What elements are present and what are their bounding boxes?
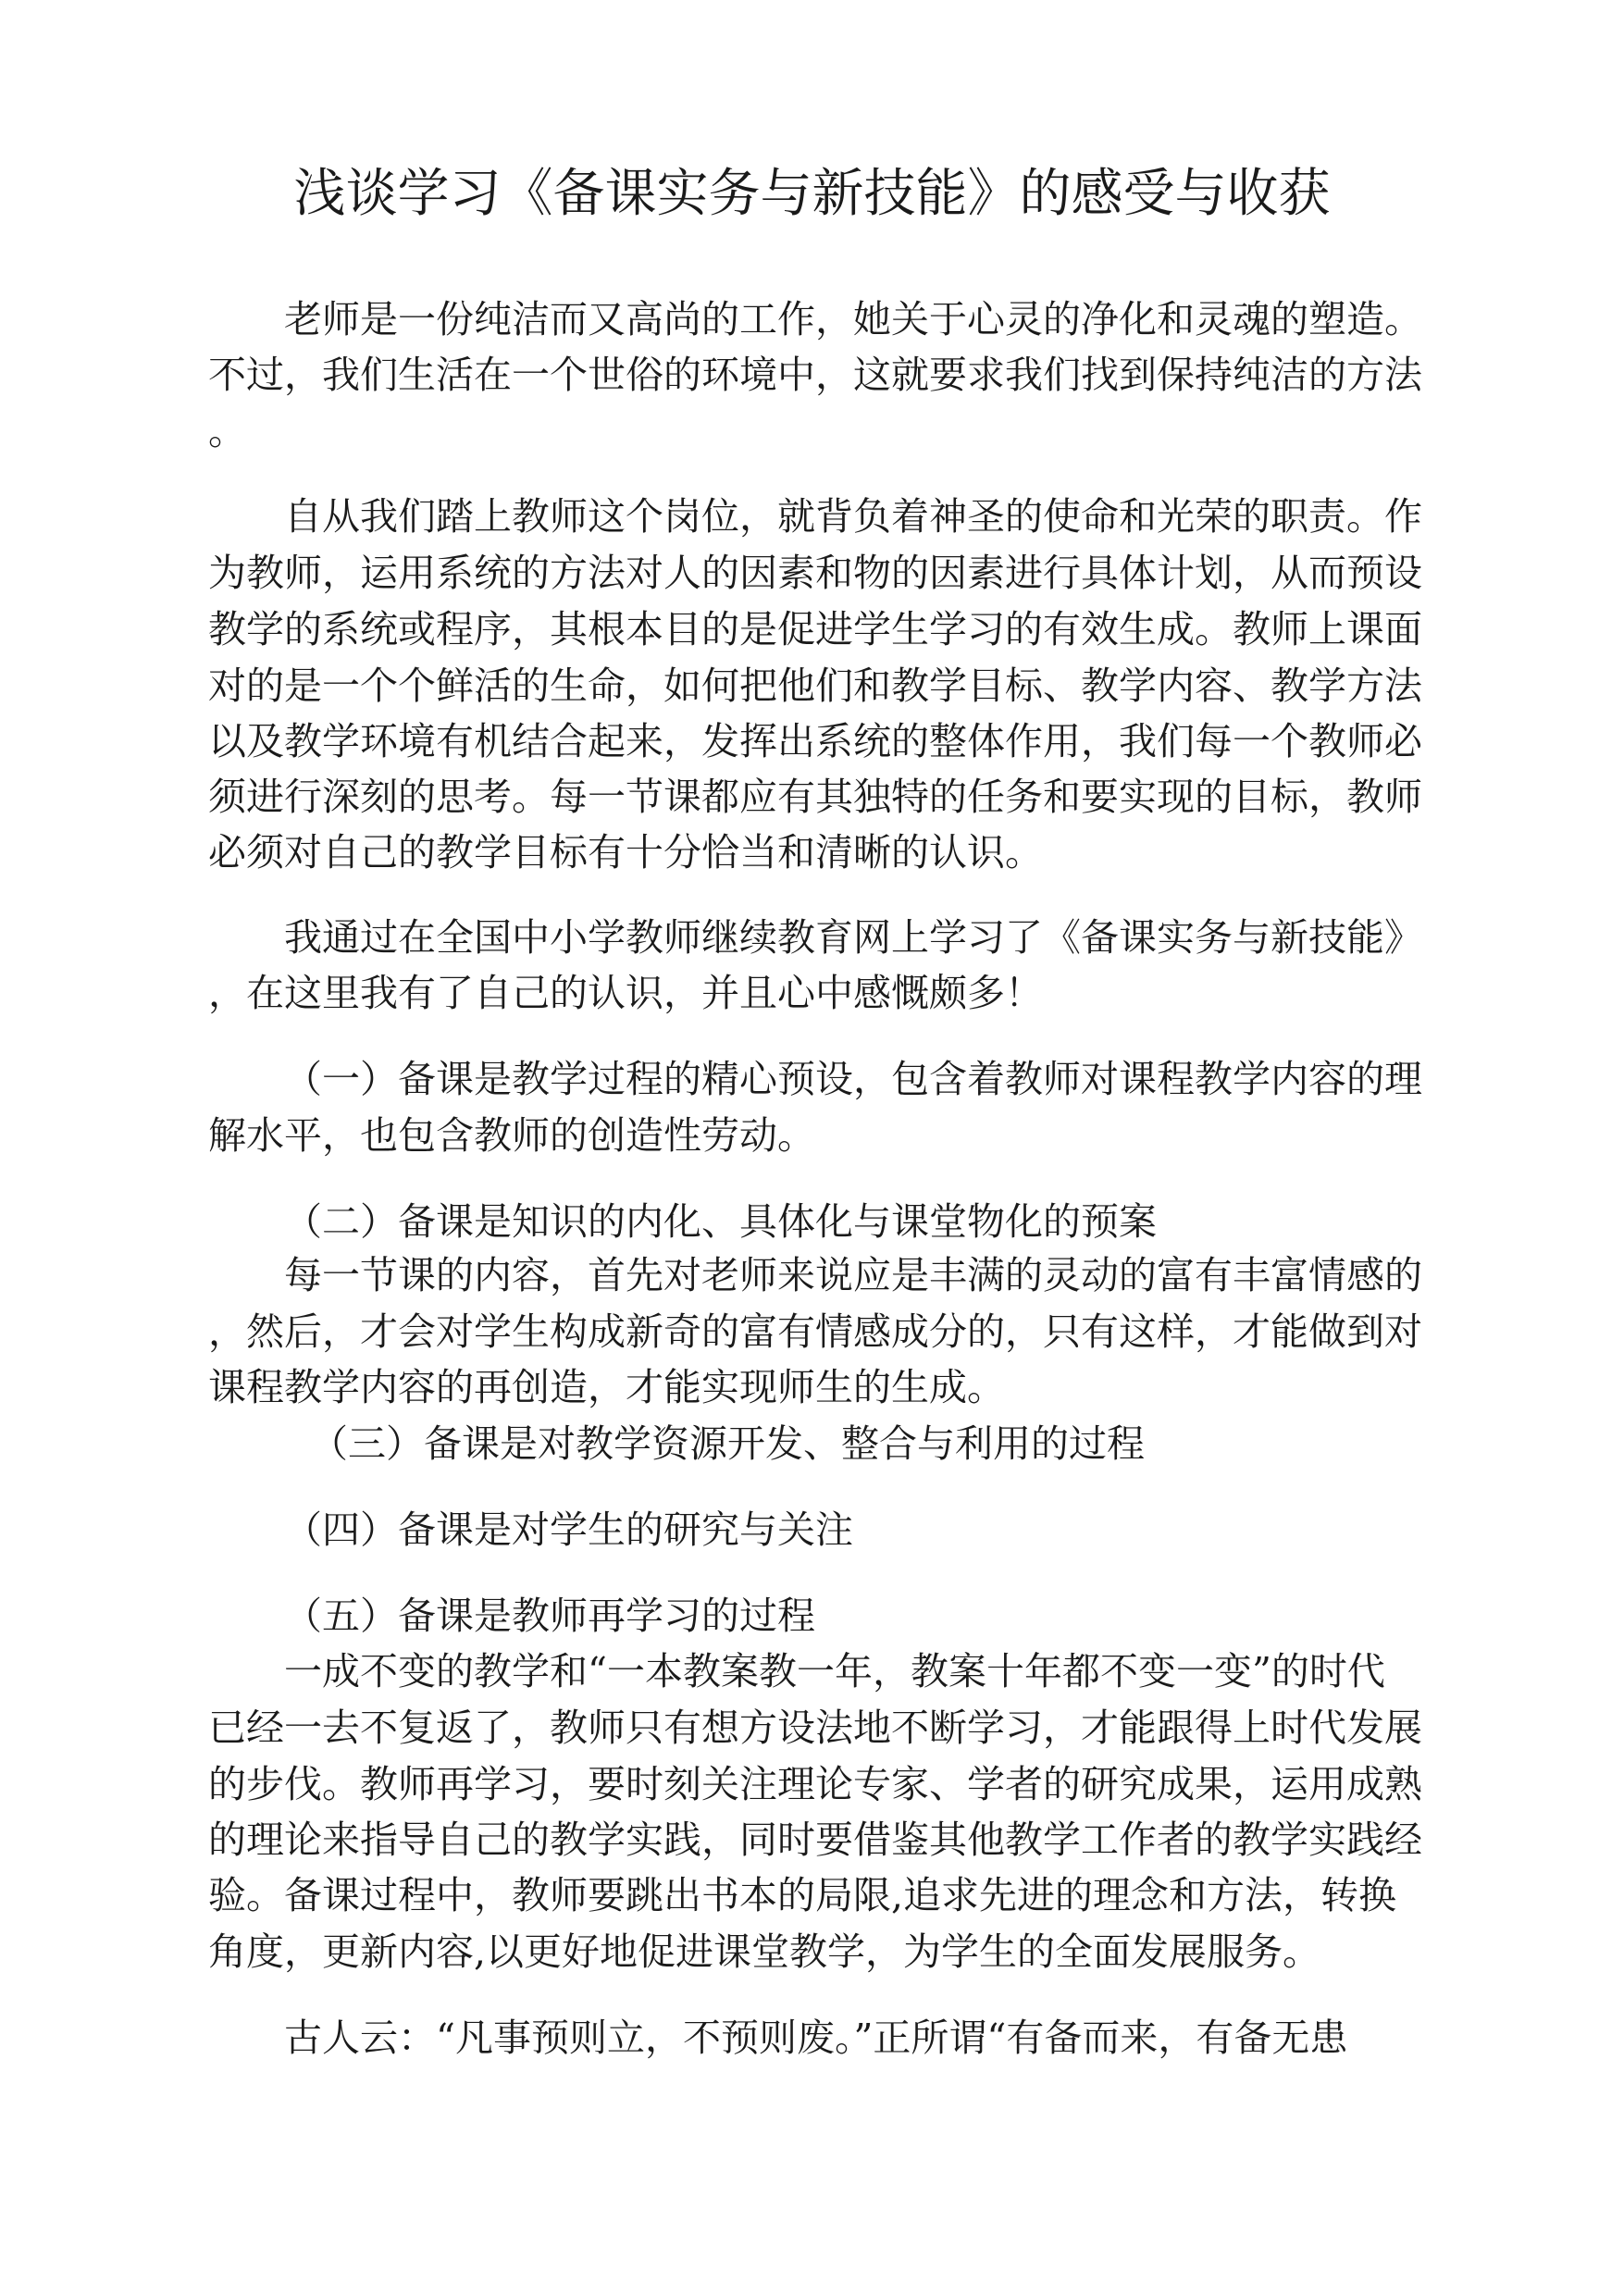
paragraph-line: 每一节课的内容，首先对老师来说应是丰满的灵动的富有丰富情感的 [284,1253,1422,1297]
paragraph-line: 必须对自己的教学目标有十分恰当和清晰的认识。 [208,830,1043,875]
section-heading: （四）备课是对学生的研究与关注 [284,1507,853,1552]
paragraph-line: ，在这里我有了自己的认识，并且心中感慨颇多！ [208,971,1043,1015]
paragraph-line: 的理论来指导自己的教学实践，同时要借鉴其他教学工作者的教学实践经 [208,1817,1422,1862]
paragraph-line: 课程教学内容的再创造，才能实现师生的生成。 [208,1365,1005,1409]
section-heading: （三）备课是对教学资源开发、整合与利用的过程 [310,1421,1145,1466]
paragraph-line: 的步伐。教师再学习，要时刻关注理论专家、学者的研究成果，运用成熟 [208,1762,1422,1806]
section-heading: （二）备课是知识的内化、具体化与课堂物化的预案 [284,1199,1157,1244]
paragraph-line: 须进行深刻的思考。每一节课都应有其独特的任务和要实现的目标，教师 [208,775,1422,819]
paragraph-line: ，然后，才会对学生构成新奇的富有情感成分的，只有这样，才能做到对 [208,1309,1422,1354]
paragraph-line: 已经一去不复返了，教师只有想方设法地不断学习，才能跟得上时代发展 [208,1706,1422,1750]
paragraph-line: （一）备课是教学过程的精心预设，包含着教师对课程教学内容的理 [284,1057,1422,1101]
paragraph-line: 为教师，运用系统的方法对人的因素和物的因素进行具体计划，从而预设 [208,551,1422,595]
paragraph-line: 我通过在全国中小学教师继续教育网上学习了《备课实务与新技能》 [284,915,1422,960]
paragraph-line: 以及教学环境有机结合起来，发挥出系统的整体作用，我们每一个教师必 [208,719,1422,763]
paragraph-line: 自从我们踏上教师这个岗位，就背负着神圣的使命和光荣的职责。作 [284,494,1422,539]
paragraph-line: 角度，更新内容,以更好地促进课堂教学，为学生的全面发展服务。 [208,1929,1321,1974]
paragraph-line: 古人云：“凡事预则立，不预则废。”正所谓“有备而来，有备无患 [284,2016,1348,2060]
paragraph-line: 验。备课过程中，教师要跳出书本的局限,追求先进的理念和方法，转换 [208,1873,1397,1917]
paragraph-line: 一成不变的教学和“一本教案教一年，教案十年都不变一变”的时代 [284,1649,1385,1693]
paragraph-line: 教学的系统或程序，其根本目的是促进学生学习的有效生成。教师上课面 [208,607,1422,651]
paragraph-line: 解水平，也包含教师的创造性劳动。 [208,1113,815,1158]
paragraph-line: 不过，我们生活在一个世俗的环境中，这就要求我们找到保持纯洁的方法 [208,353,1422,397]
paragraph-line: 老师是一份纯洁而又高尚的工作，她关于心灵的净化和灵魂的塑造。 [284,297,1422,341]
section-heading: （五）备课是教师再学习的过程 [284,1594,815,1638]
document-title: 浅谈学习《备课实务与新技能》的感受与收获 [293,164,1331,224]
paragraph-line: 对的是一个个鲜活的生命，如何把他们和教学目标、教学内容、教学方法 [208,664,1422,708]
paragraph-line: 。 [208,409,246,453]
